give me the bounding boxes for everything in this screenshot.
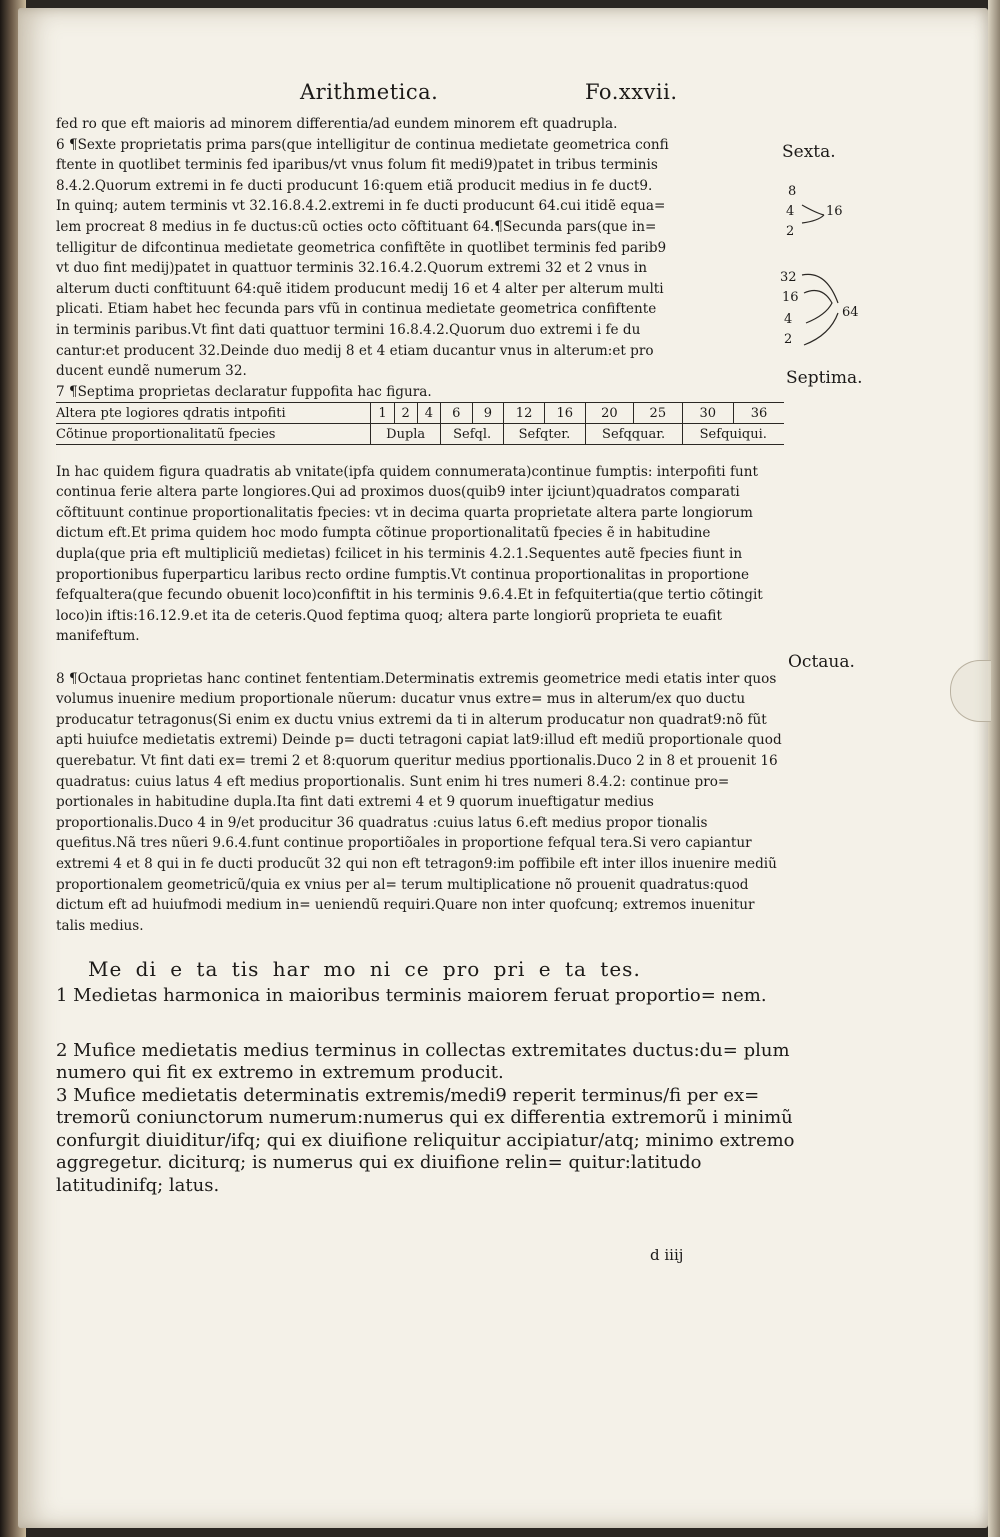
text-line: cantur:et producent 32.Deinde duo medij 8 et 4 etiam ducantur vnus in alterum:et pro [56, 342, 654, 359]
harmonic-item: 3 Mufice medietatis determinatis extremis/medi9 reperit terminus/fi per ex= tremorũ coniunctorum numerum:numerus qui ex differentia extremorũ i minimũ confurgit diuiditur/ifq; qui ex diuifione reliquitur accipiatur/atq; minimo extremo aggregetur. diciturq; is numerus qui ex diuifione relin= quitur:latitudo latitudinifq; latus. [56, 1084, 795, 1196]
folio-number: Fo.xxvii. [585, 80, 678, 104]
figure-cell: 25 [634, 403, 682, 424]
margin-note-septima: Septima. [786, 368, 863, 388]
harmonic-item: 2 Mufice medietatis medius terminus in collectas extremitates ductus:du= plum numero qui fit ex extremo in extremum producit. [56, 1039, 790, 1083]
figure-row-label: Altera pte logiores qdratis intpofiti [56, 403, 371, 424]
main-text-block [56, 114, 781, 402]
harmonic-item: 1 Medietas harmonica in maioribus terminis maiorem feruat proportio= nem. [56, 985, 767, 1006]
text-line: plicati. Etiam habet hec fecunda pars vfũ in continua medietate geometrica confiftente [56, 301, 657, 318]
diagram-number: 16 [826, 204, 843, 219]
figure-cell: 30 [682, 403, 733, 424]
paragraph-octaua: 8 ¶Octaua proprietas hanc continet fententiam.Determinatis extremis geometrice medi etatis inter quos volumus inuenire medium proportionale nũerum: ducatur vnus extre= mus in alterum/ex quo ductu producatur tetragonus(Si enim ex ductu vnius extremi da ti in alterum producatur non quadrat9:nõ fũt apti huiufce medietatis extremi) Deinde p= ducti tetragoni capiat lat9:illud eft mediũ proportionale quod querebatur. Vt fint dati ex= tremi 2 et 8:quorum queritur medius pportionalis.Duco 2 in 8 et prouenit 16 quadratus: cuius latus 4 eft medius proportionalis. Sunt enim hi tres numeri 8.4.2: continue pro= portionales in habitudine dupla.Ita fint dati extremi 4 et 9 quorum inueftigatur medius proportionalis.Duco 4 in 9/et producitur 36 quadratus :cuius latus 6.eft medius propor tionalis quefitus.Nã tres nũeri 9.6.4.funt continue proportiõales in proportione fefqual tera.Si vero capiantur extremi 4 et 8 qui in fe ducti producũt 32 qui non eft tetragon9:im poffibile eft inter illos inuenire mediũ proportionalem geometricũ/quia ex vnius per al= terum multiplicatione nõ prouenit quadratus:quod dictum eft ad huiufmodi medium in= ueniendũ requiri.Quare non inter quofcunq; extremos inuenitur talis medius. [56, 670, 782, 934]
proportion-figure [56, 402, 784, 445]
diagram-number: 2 [786, 224, 795, 239]
signature-mark: d iiij [650, 1246, 684, 1264]
text-line: In quinq; autem terminis vt 32.16.8.4.2.extremi in fe ducti producunt 64.cui itidẽ equa= [56, 198, 666, 215]
figure-cell: 2 [394, 403, 417, 424]
diagram-number: 2 [784, 332, 793, 347]
figure-cell: 1 [371, 403, 394, 424]
text-line: fed ro que eft maioris ad minorem differentia/ad eundem minorem eft quadrupla. [56, 116, 618, 132]
figure-cell: Sefqter. [504, 424, 585, 445]
figure-cell: 20 [585, 403, 633, 424]
figure-cell: 16 [544, 403, 585, 424]
text-line: 8.4.2.Quorum extremi in fe ducti producunt 16:quem etiã producit medius in fe duct9. [56, 177, 653, 194]
figure-cell: 36 [733, 403, 784, 424]
text-line: in terminis paribus.Vt fint dati quattuor termini 16.8.4.2.Quorum duo extremi i fe du [56, 321, 641, 338]
figure-cell: Sefqquar. [585, 424, 682, 445]
figure-cell: Sefql. [441, 424, 504, 445]
diagram-number: 32 [780, 270, 797, 285]
figure-cell: Dupla [371, 424, 441, 445]
figure-row-label: Cõtinue proportionalitatũ fpecies [56, 424, 371, 445]
figure-cell: 9 [472, 403, 504, 424]
harmonic-properties [56, 985, 796, 1197]
diagram-number: 4 [784, 312, 793, 327]
text-line: 7 ¶Septima proprietas declaratur fuppofita hac figura. [56, 383, 432, 400]
margin-brace-diagram [796, 175, 856, 365]
text-line: ftente in quotlibet terminis fed iparibus/vt vnus folum fit medi9)patet in tribus terminis [56, 157, 658, 174]
text-line: vt duo fint medij)patet in quattuor terminis 32.16.4.2.Quorum extremi 32 et 2 vnus in [56, 260, 647, 277]
figure-cell: Sefquiqui. [682, 424, 784, 445]
figure-cell: 6 [441, 403, 473, 424]
running-title: Arithmetica. [300, 80, 439, 104]
text-line: alterum ducti conftituunt 64:quẽ itidem producunt medij 16 et 4 alter per alterum multi [56, 280, 664, 297]
diagram-number: 8 [788, 184, 797, 199]
text-line: telligitur de difcontinua medietate geometrica confiftẽte in quotlibet terminis fed parib9 [56, 239, 667, 256]
diagram-number: 4 [786, 204, 795, 219]
paragraph-figure-explanation: In hac quidem figura quadratis ab vnitate(ipfa quidem connumerata)continue fumptis: interpofiti funt continua ferie altera parte longiores.Qui ad proximos duos(quib9 inter ijciunt)quadratos comparati cõftituunt continue proportionalitatis fpecies: vt in decima quarta proprietate altera parte longiorum dictum eft.Et prima quidem hoc modo fumpta cõtinue proportionalitatũ fpecies ẽ in habitudine dupla(que pria eft multipliciũ medietas) fcilicet in his terminis 4.2.1.Sequentes autẽ fpecies fiunt in proportionibus fuperparticu laribus recto ordine fumptis.Vt continua proportionalitas in proportione fefqualtera(que fecundo obuenit loco)confiftit in his terminis 9.6.4.Et in fefquitertia(que tertio cõtingit loco)in iftis:16.12.9.et ita de ceteris.Quod feptima quoq; altera parte longiorũ proprieta te euafit manifeftum. [56, 463, 763, 645]
figure-cell: 12 [504, 403, 545, 424]
page-edge [988, 0, 1000, 1537]
diagram-number: 64 [842, 305, 859, 320]
text-line: ducent eundẽ numerum 32. [56, 363, 247, 380]
diagram-number: 16 [782, 290, 799, 305]
text-line: 6 ¶Sexte proprietatis prima pars(que intelligitur de continua medietate geometrica confi [56, 136, 669, 153]
figure-cell: 4 [417, 403, 440, 424]
margin-note-octaua: Octaua. [788, 652, 855, 672]
section-heading: Me di e ta tis har mo ni ce pro pri e ta tes. [88, 957, 641, 981]
margin-note-sexta: Sexta. [782, 142, 836, 162]
text-line: lem procreat 8 medius in fe ductus:cũ octies octo cõftituant 64.¶Secunda pars(que in= [56, 218, 657, 235]
